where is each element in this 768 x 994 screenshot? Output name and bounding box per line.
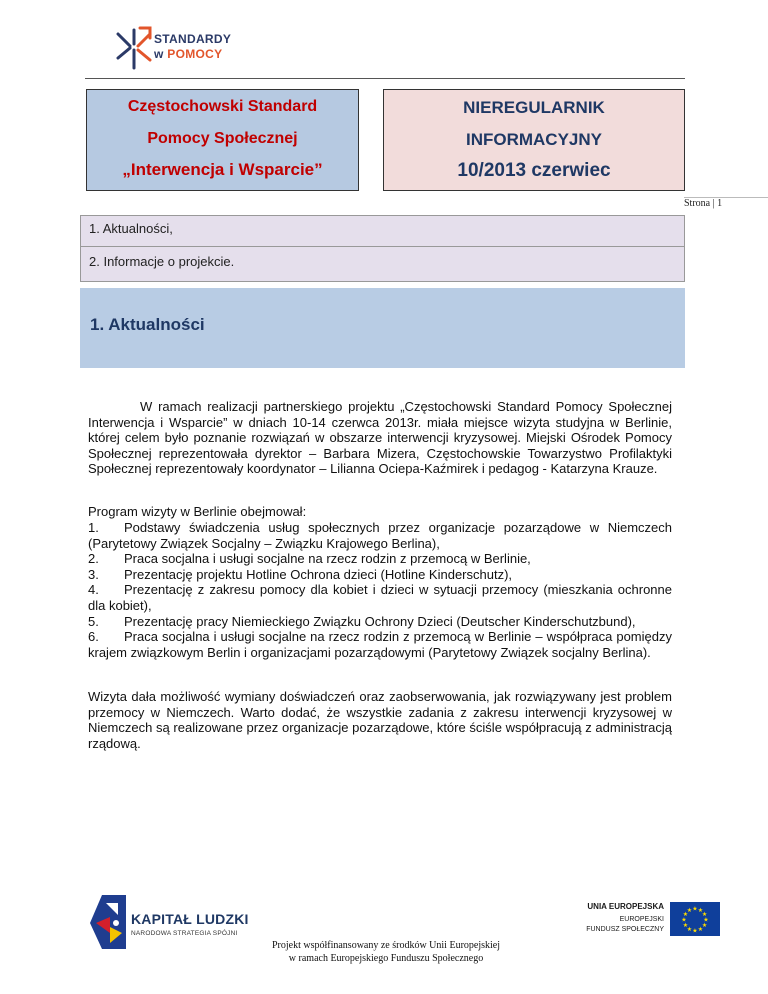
list-item-text: Prezentację z zakresu pomocy dla kobiet i dzieci w sytuacji przemocy (mieszkania ochronne dla kobiet),	[88, 582, 672, 613]
list-item	[88, 614, 672, 630]
cofinance-line2: w ramach Europejskiego Funduszu Społecznego	[288, 953, 484, 964]
section-title: 1. Aktualności	[90, 315, 205, 334]
header-left-box	[86, 89, 359, 191]
list-item-number: 3.	[88, 566, 99, 582]
list-item-text: Praca socjalna i usługi socjalne na rzecz rodzin z przemocą w Berlinie,	[124, 551, 531, 567]
header-right-line3: 10/2013 czerwiec	[457, 160, 611, 181]
list-item-number: 2.	[88, 551, 99, 567]
header-right-box	[383, 89, 685, 191]
eu-star: ★	[697, 907, 704, 914]
logo-line2-accent: POMOCY	[167, 47, 223, 61]
eu-line2: EUROPEJSKI	[619, 916, 664, 923]
header-left-line2: Pomocy Społecznej	[147, 130, 298, 147]
program-list	[88, 520, 672, 660]
top-divider	[85, 78, 685, 79]
kapital-ludzki-logo-icon	[88, 893, 128, 951]
eu-logo	[560, 902, 720, 962]
list-item	[88, 520, 672, 551]
page-number: Strona | 1	[684, 198, 723, 209]
list-item-text: Prezentację pracy Niemieckiego Związku Ochrony Dzieci (Deutscher Kinderschutzbund),	[124, 613, 636, 629]
eu-star: ★	[703, 917, 709, 924]
logo-line2-prefix: w	[154, 47, 164, 61]
list-item	[88, 629, 672, 660]
list-item	[88, 582, 672, 613]
cofinance-line1: Projekt współfinansowany ze środków Unii Europejskiej	[271, 940, 501, 951]
header-right-line1: NIEREGULARNIK	[463, 98, 605, 117]
eu-star: ★	[686, 927, 693, 934]
list-item-number: 1.	[88, 520, 99, 535]
list-item	[88, 567, 672, 583]
conclusion-paragraph: Wizyta dała możliwość wymiany doświadczeń oraz zaobserwowania, jak rozwiązywany jest problem przemocy w Niemczech. Warto dodać, że wszystkie zadania z zakresu interwencji kryzysowej w Niemczech są realizowane przez organizacje pozarządowe, które ściśle współpracują z administracją rządową.	[88, 689, 672, 751]
eu-star: ★	[701, 923, 708, 929]
list-item-text: Podstawy świadczenia usług społecznych przez organizacje pozarządowe w Niemczech (Parytetowy Związek Socjalny – Związku Krajowego Berlina),	[88, 520, 672, 551]
section-heading-box	[80, 288, 685, 368]
eu-line3: FUNDUSZ SPOŁECZNY	[586, 926, 664, 933]
list-item	[88, 551, 672, 567]
header-left-line3: „Interwencja i Wsparcie”	[122, 160, 323, 179]
eu-star: ★	[682, 923, 689, 929]
eu-star: ★	[686, 907, 693, 914]
cofinance-note	[236, 939, 536, 965]
standardy-logo	[112, 26, 262, 76]
list-item-text: Prezentację projektu Hotline Ochrona dzieci (Hotline Kinderschutz),	[124, 566, 513, 582]
program-title: Program wizyty w Berlinie obejmował:	[88, 504, 307, 519]
eu-star: ★	[692, 928, 698, 935]
eu-star: ★	[697, 927, 704, 934]
standardy-logo-icon	[112, 26, 156, 72]
list-item-number: 4.	[88, 582, 99, 598]
eu-flag-icon	[670, 902, 720, 936]
list-item-number: 6.	[88, 629, 99, 645]
header-right-line2: INFORMACYJNY	[465, 130, 602, 149]
logo-line1: STANDARDY	[154, 32, 232, 46]
list-item-text: Praca socjalna i usługi socjalne na rzecz rodzin z przemocą w Berlinie – współpraca pomiędzy krajem związkowym Berlin i organizacjami pozarządowymi (Parytetowy Związek socjalny Berlina).	[88, 629, 672, 660]
eu-star: ★	[701, 912, 708, 918]
eu-star: ★	[681, 917, 687, 924]
toc-divider	[81, 246, 684, 247]
eu-star: ★	[692, 906, 698, 913]
toc-item-aktualnosci[interactable]: 1. Aktualności,	[89, 221, 173, 236]
header-left-line1: Częstochowski Standard	[127, 98, 318, 115]
list-item-number: 5.	[88, 613, 99, 629]
kl-subtitle: NARODOWA STRATEGIA SPÓJNI	[131, 930, 238, 937]
toc-item-informacje[interactable]: 2. Informacje o projekcie.	[89, 254, 235, 269]
intro-paragraph: W ramach realizacji partnerskiego projektu „Częstochowski Standard Pomocy Społecznej Interwencja i Wsparcie” w dniach 10-14 czerwca 2013r. miała miejsce wizyta studyjna w Berlinie, której celem było poznanie rozwiązań w obszarze interwencji kryzysowej. Miejski Ośrodek Pomocy Społecznej reprezentowała dyrektor – Barbara Mizera, Częstochowskie Towarzystwo Profilaktyki Społecznej reprezentowały koordynator – Lilianna Ociepa-Kaźmirek i pedagog - Katarzyna Krauze.	[88, 399, 672, 477]
table-of-contents	[80, 215, 685, 282]
kl-title: KAPITAŁ LUDZKI	[131, 911, 249, 927]
eu-line1: UNIA EUROPEJSKA	[587, 902, 664, 911]
eu-star: ★	[682, 912, 689, 918]
logo-line2	[154, 47, 222, 61]
